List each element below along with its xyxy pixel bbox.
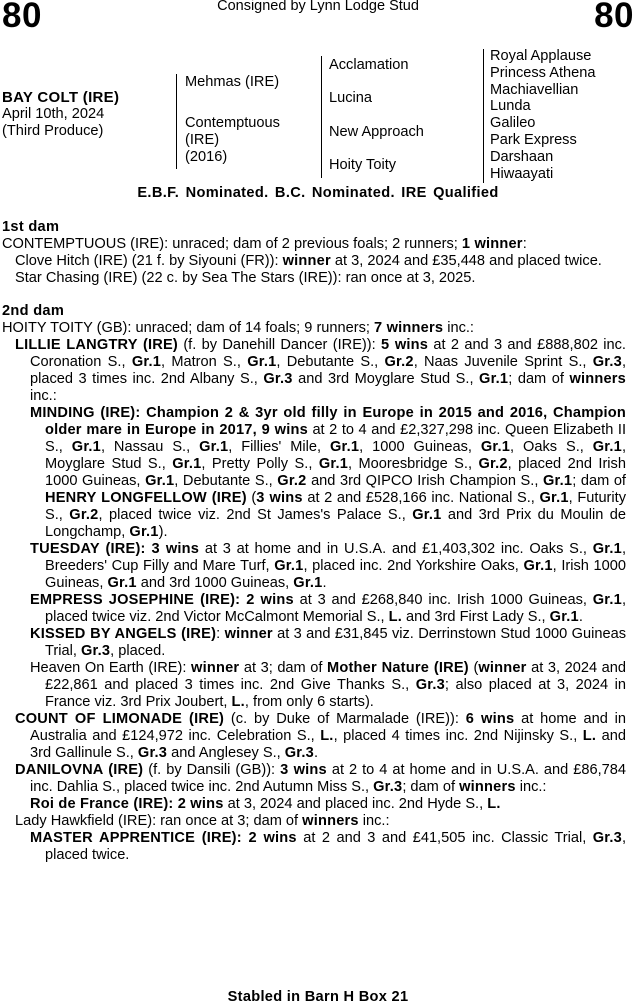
pedigree-dam: Contemptuous (IRE) (2016) (185, 115, 280, 165)
entry-master-apprentice: MASTER APPRENTICE (IRE): 2 wins at 2 and 3 and £41,505 inc. Classic Trial, Gr.3, placed twice. (30, 830, 627, 863)
produce-clove-hitch: Clove Hitch (IRE) (21 f. by Siyouni (FR)): winner at 3, 2024 and £35,448 and placed twice. (15, 253, 602, 269)
entry-heaven-on-earth: Heaven On Earth (IRE): winner at 3; dam of Mother Nature (IRE) (winner at 3, 2024 and £22,861 and placed 3 times inc. 2nd Give Thanks S., Gr.3; also placed at 3, 2024 in France viz. 3rd Prix Joubert, L., from only 6 starts). (30, 660, 626, 710)
pedigree-sire-sire: Acclamation (329, 57, 409, 73)
catalogue-body (2, 219, 626, 864)
entry-lillie-langtry: LILLIE LANGTRY (IRE) (f. by Danehill Dancer (IRE)): 5 wins at 2 and 3 and £888,802 inc. Coronation S., Gr.1, Matron S., Gr.1, Debutante S., Gr.2, Naas Juvenile Sprint S., Gr.3, placed 3 times inc. 2nd Albany S., Gr.3 and 3rd Moyglare Stud S., Gr.1; dam of winners inc.: (15, 337, 626, 404)
pedigree-dam-dam: Hoity Toity (329, 157, 397, 173)
pedigree-dam-sire: New Approach (329, 124, 424, 140)
consignor: Consigned by Lynn Lodge Stud (217, 0, 419, 14)
entry-danilovna: DANILOVNA (IRE) (f. by Dansili (GB)): 3 wins at 2 to 4 at home and in U.S.A. and £86,784 inc. Dahlia S., placed twice inc. 2nd Autumn Miss S., Gr.3; dam of winners inc.: (15, 762, 626, 795)
pedigree-sire: Mehmas (IRE) (185, 74, 280, 90)
second-dam-summary: HOITY TOITY (GB): unraced; dam of 14 foals; 9 runners; 7 winners inc.: (2, 320, 474, 336)
pedigree-bracket-2 (321, 56, 322, 178)
entry-roi-de-france: Roi de France (IRE): 2 wins at 3, 2024 and placed inc. 2nd Hyde S., L. (30, 796, 501, 812)
produce-note: (Third Produce) (2, 123, 104, 139)
nominations: E.B.F. Nominated. B.C. Nominated. IRE Qualified (137, 185, 499, 201)
pedigree-bracket-3 (483, 49, 484, 183)
pedigree-bracket-1 (176, 74, 177, 169)
pedigree-sire-dam: Lucina (329, 90, 373, 106)
first-dam-summary: CONTEMPTUOUS (IRE): unraced; dam of 2 previous foals; 2 runners; 1 winner: (2, 236, 527, 252)
produce-star-chasing: Star Chasing (IRE) (22 c. by Sea The Stars (IRE)): ran once at 3, 2025. (15, 270, 476, 286)
lot-number-right: 80 (594, 0, 634, 35)
entry-count-of-limonade: COUNT OF LIMONADE (IRE) (c. by Duke of Marmalade (IRE)): 6 wins at home and in Australia and £124,972 inc. Celebration S., L., placed 4 times inc. 2nd Nijinsky S., L. and 3rd Gallinule S., Gr.3 and Anglesey S., Gr.3. (15, 711, 627, 761)
horse-details (2, 89, 119, 140)
stabling-info: Stabled in Barn H Box 21 (227, 989, 409, 1005)
entry-empress-josephine: EMPRESS JOSEPHINE (IRE): 2 wins at 3 and £268,840 inc. Irish 1000 Guineas, Gr.1, placed twice viz. 2nd Victor McCalmont Memorial S., L. and 3rd First Lady S., Gr.1. (30, 592, 627, 625)
first-dam-title: 1st dam (2, 219, 60, 235)
second-dam-title: 2nd dam (2, 303, 65, 319)
entry-kissed-by-angels: KISSED BY ANGELS (IRE): winner at 3 and £31,845 viz. Derrinstown Stud 1000 Guineas Trial, Gr.3, placed. (30, 626, 626, 659)
entry-tuesday: TUESDAY (IRE): 3 wins at 3 at home and in U.S.A. and £1,403,302 inc. Oaks S., Gr.1, Breeders' Cup Filly and Mare Turf, Gr.1, placed inc. 2nd Yorkshire Oaks, Gr.1, Irish 1000 Guineas, Gr.1 and 3rd 1000 Guineas, Gr.1. (30, 541, 627, 591)
horse-name: BAY COLT (IRE) (2, 89, 120, 106)
lot-number-left: 80 (2, 0, 42, 35)
pedigree-third-generation: Royal Applause Princess Athena Machiavellian Lunda Galileo Park Express Darshaan Hiwaayati (490, 48, 596, 182)
entry-minding: MINDING (IRE): Champion 2 & 3yr old filly in Europe in 2015 and 2016, Champion older mare in Europe in 2017, 9 wins at 2 to 4 and £2,327,298 inc. Queen Elizabeth II S., Gr.1, Nassau S., Gr.1, Fillies' Mile, Gr.1, 1000 Guineas, Gr.1, Oaks S., Gr.1, Moyglare Stud S., Gr.1, Pretty Polly S., Gr.1, Mooresbridge S., Gr.2, placed 2nd Irish 1000 Guineas, Gr.1, Debutante S., Gr.2 and 3rd QIPCO Irish Champion S., Gr.1; dam of HENRY LONGFELLOW (IRE) (3 wins at 2 and £528,166 inc. National S., Gr.1, Futurity S., Gr.2, placed twice viz. 2nd St James's Palace S., Gr.1 and 3rd Prix du Moulin de Longchamp, Gr.1). (30, 405, 627, 540)
entry-lady-hawkfield: Lady Hawkfield (IRE): ran once at 3; dam of winners inc.: (15, 813, 390, 829)
foaling-date: April 10th, 2024 (2, 106, 105, 122)
